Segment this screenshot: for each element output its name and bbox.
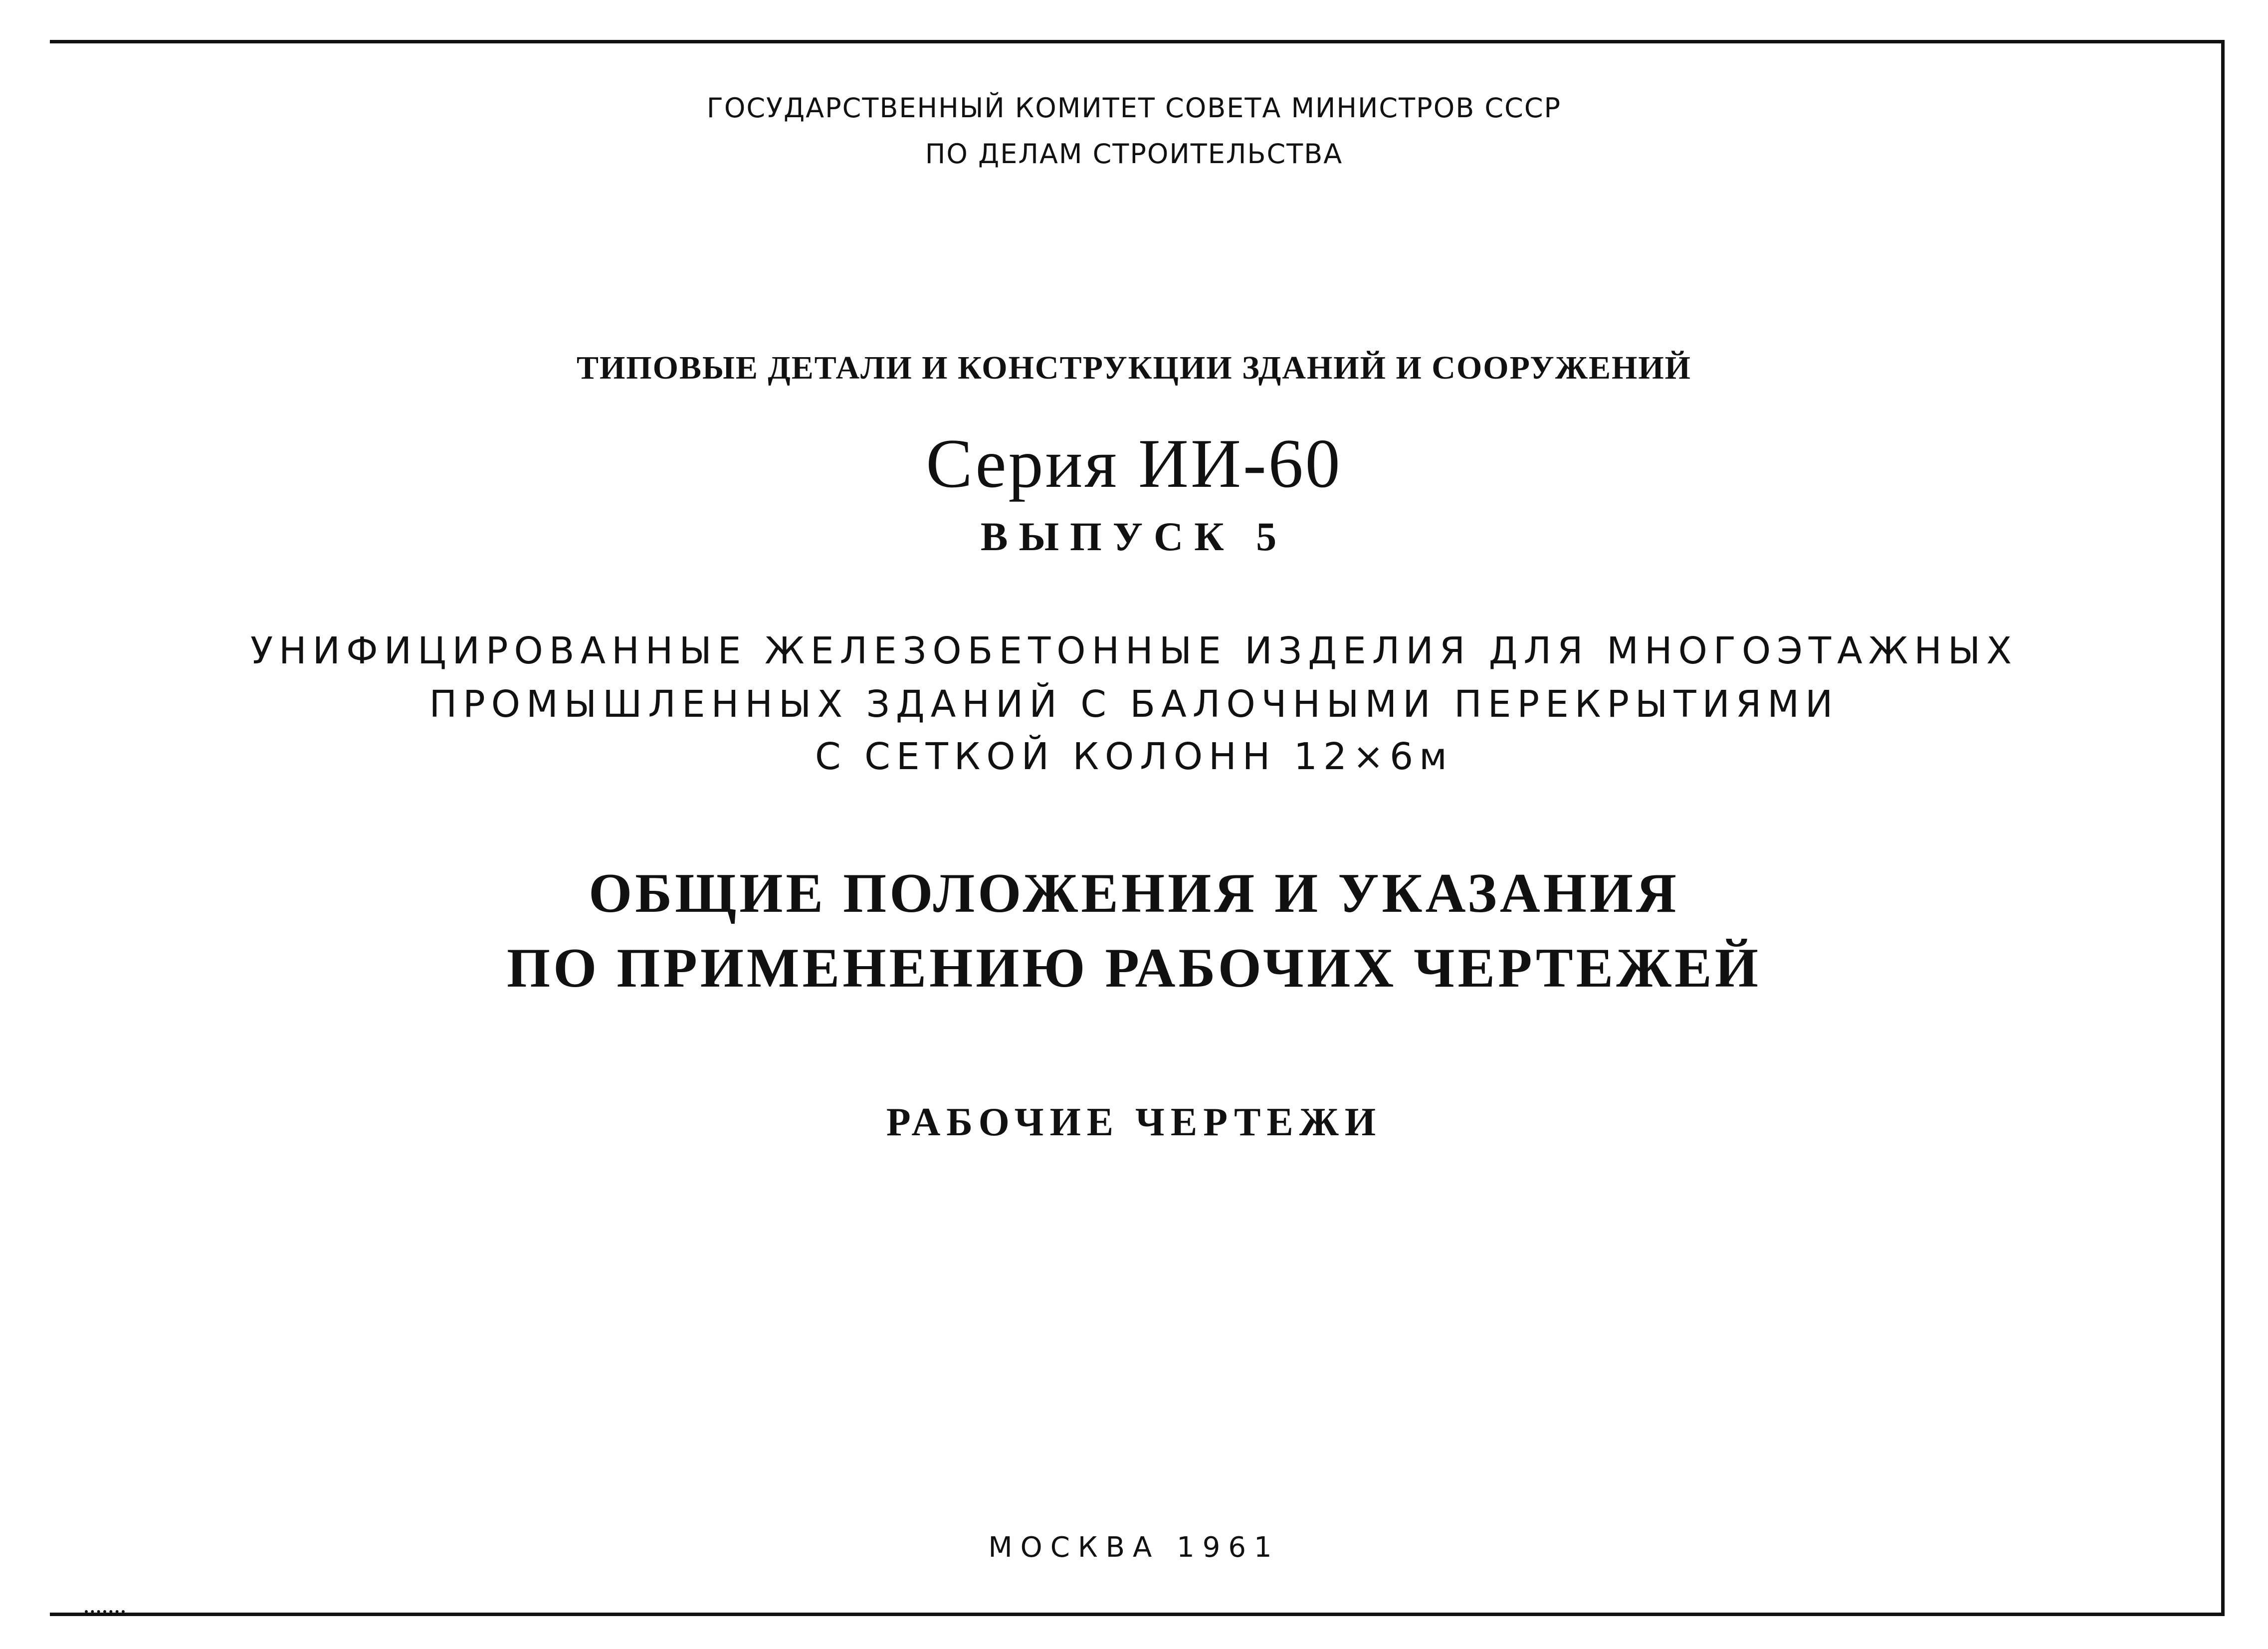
issue-number: ВЫПУСК 5	[980, 514, 1288, 559]
document-type: РАБОЧИЕ ЧЕРТЕЖИ	[886, 1100, 1382, 1144]
series-subtitle: ТИПОВЫЕ ДЕТАЛИ И КОНСТРУКЦИИ ЗДАНИЙ И СООРУЖЕНИЙ	[576, 350, 1692, 386]
main-title-line-1: ОБЩИЕ ПОЛОЖЕНИЯ И УКАЗАНИЯ	[589, 862, 1679, 924]
page-frame	[50, 40, 2225, 1616]
org-line-1: ГОСУДАРСТВЕННЫЙ КОМИТЕТ СОВЕТА МИНИСТРОВ СССР	[706, 92, 1562, 124]
city-year: МОСКВА 1961	[988, 1531, 1280, 1564]
dotted-mark	[85, 1610, 125, 1613]
title-line-3: С СЕТКОЙ КОЛОНН 12×6м	[815, 735, 1453, 778]
title-line-1: УНИФИЦИРОВАННЫЕ ЖЕЛЕЗОБЕТОННЫЕ ИЗДЕЛИЯ ДЛЯ МНОГОЭТАЖНЫХ	[250, 629, 2018, 672]
main-title-line-2: ПО ПРИМЕНЕНИЮ РАБОЧИХ ЧЕРТЕЖЕЙ	[507, 937, 1761, 999]
series-title: Серия ИИ-60	[926, 425, 1342, 502]
title-line-2: ПРОМЫШЛЕННЫХ ЗДАНИЙ С БАЛОЧНЫМИ ПЕРЕКРЫТИЯМИ	[429, 683, 1839, 726]
org-line-2: ПО ДЕЛАМ СТРОИТЕЛЬСТВА	[925, 138, 1343, 170]
